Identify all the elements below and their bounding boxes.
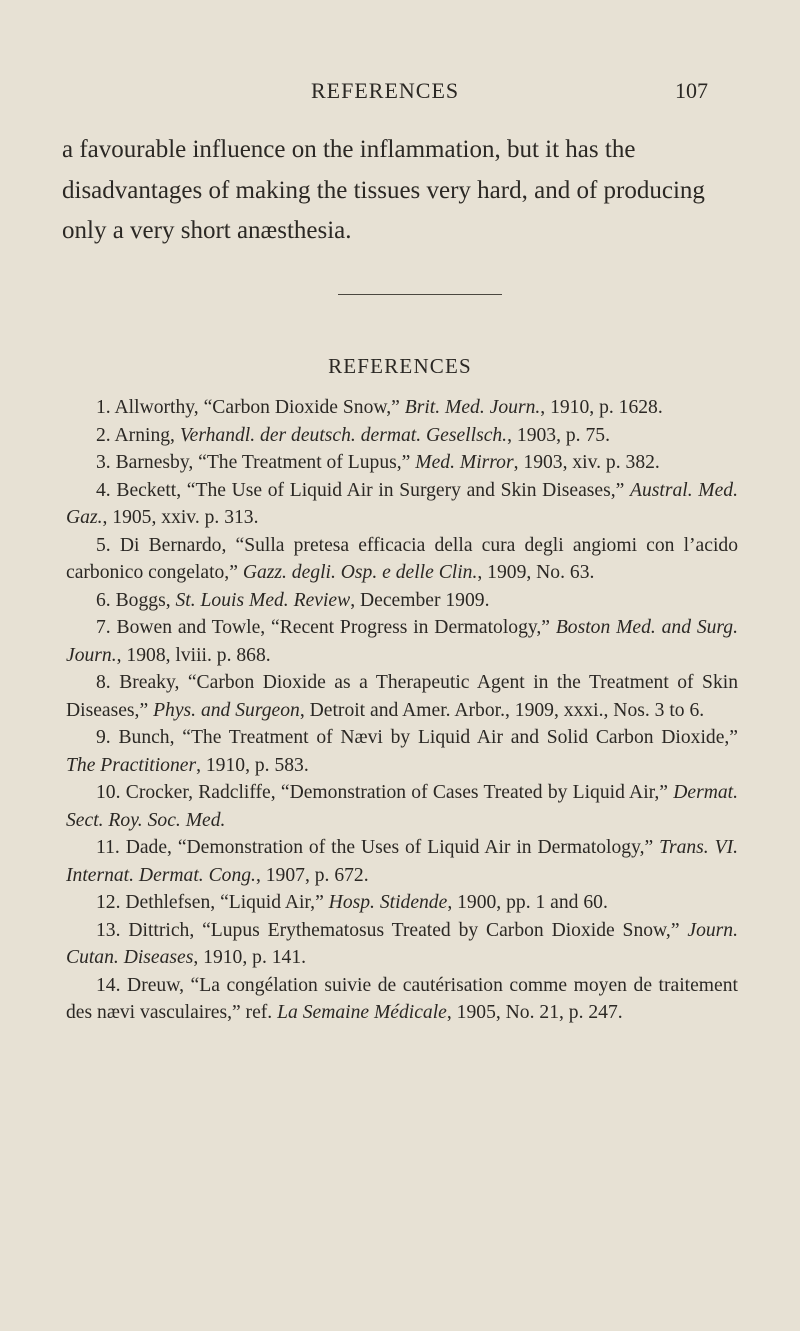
reference-item: 13. Dittrich, “Lupus Erythematosus Treated by Carbon Dioxide Snow,” Journ. Cutan. Diseases, 1910, p. 141.	[66, 919, 739, 968]
reference-item: 12. Dethlefsen, “Liquid Air,” Hosp. Stidende, 1900, pp. 1 and 60.	[96, 892, 608, 913]
reference-item: 8. Breaky, “Carbon Dioxide as a Therapeutic Agent in the Treatment of Skin Diseases,” Phys. and Surgeon, Detroit and Amer. Arbor., 1909, xxxi., Nos. 3 to 6.	[66, 672, 738, 721]
references-heading: REFERENCES	[328, 354, 472, 378]
running-head	[0, 78, 800, 108]
reference-item: 1. Allworthy, “Carbon Dioxide Snow,” Brit. Med. Journ., 1910, p. 1628.	[96, 397, 663, 418]
reference-item: 5. Di Bernardo, “Sulla pretesa efficacia della cura degli angiomi con l’acido carbonico congelato,” Gazz. degli. Osp. e delle Clin., 1909, No. 63.	[66, 534, 738, 583]
reference-item: 6. Boggs, St. Louis Med. Review, December 1909.	[96, 589, 490, 611]
reference-item: 7. Bowen and Towle, “Recent Progress in Dermatology,” Boston Med. and Surg. Journ., 1908, lviii. p. 868.	[66, 617, 738, 666]
reference-item: 4. Beckett, “The Use of Liquid Air in Surgery and Skin Diseases,” Austral. Med. Gaz., 1905, xxiv. p. 313.	[66, 479, 738, 528]
reference-item: 3. Barnesby, “The Treatment of Lupus,” Med. Mirror, 1903, xiv. p. 382.	[96, 452, 660, 473]
running-head-title: REFERENCES	[311, 78, 460, 103]
reference-list	[66, 394, 738, 1027]
reference-item: 14. Dreuw, “La congélation suivie de cautérisation comme moyen de traitement des nævi vasculaires,” ref. La Semaine Médicale, 1905, No. 21, p. 247.	[66, 974, 738, 1023]
reference-item: 2. Arning, Verhandl. der deutsch. dermat. Gesellsch., 1903, p. 75.	[96, 424, 610, 446]
reference-item: 10. Crocker, Radcliffe, “Demonstration of Cases Treated by Liquid Air,” Dermat. Sect. Roy. Soc. Med.	[66, 782, 738, 831]
reference-item: 9. Bunch, “The Treatment of Nævi by Liquid Air and Solid Carbon Dioxide,” The Practitioner, 1910, p. 583.	[66, 727, 738, 776]
intro-paragraph: a favourable influence on the inflammation, but it has the disadvantages of making the tissues very hard, and of producing only a very short anæsthesia.	[62, 136, 705, 244]
page-number: 107	[675, 78, 708, 103]
section-divider	[338, 294, 502, 295]
reference-item: 11. Dade, “Demonstration of the Uses of Liquid Air in Dermatology,” Trans. VI. Internat. Dermat. Cong., 1907, p. 672.	[66, 837, 738, 886]
